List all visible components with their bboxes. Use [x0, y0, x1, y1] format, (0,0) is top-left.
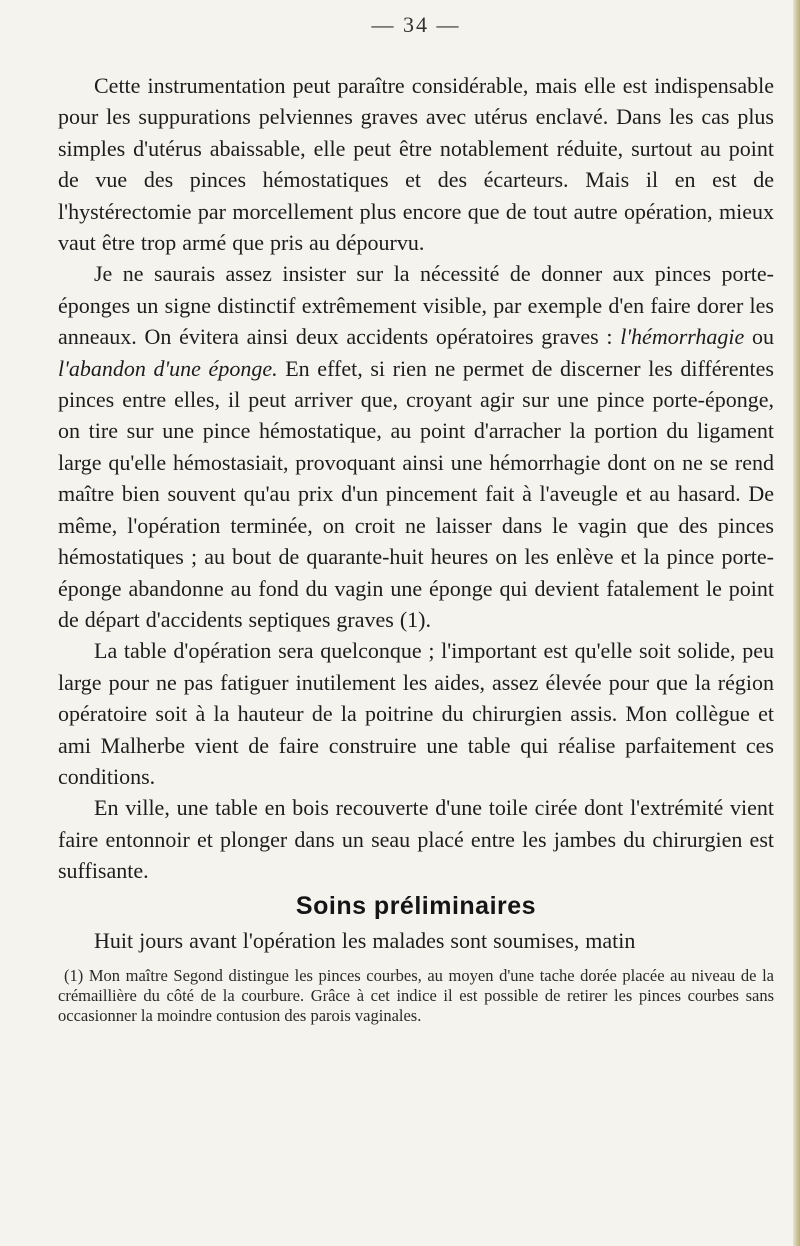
paragraph-instrumentation: Cette instrumentation peut paraître considérable, mais elle est indispensable pour les suppurations pelviennes graves avec utérus enclavé. Dans les cas plus simples d'utérus abaissable, elle peut être notablement réduite, surtout au point de vue des pinces hémostatiques et des écarteurs. Mais il en est de l'hystérectomie par morcellement plus encore que de tout autre opération, mieux vaut être trop armé que pris au dépourvu. [58, 73, 774, 256]
paragraph-en-ville: En ville, une table en bois recouverte d'une toile cirée dont l'extrémité vient faire entonnoir et plonger dans un seau placé entre les jambes du chirurgien est suffisante. [58, 795, 774, 884]
paragraph-text-before: Je ne saurais assez insister sur la nécessité de donner aux pinces porte-éponges un signe distinctif extrêmement visible, par exemple d'en faire dorer les anneaux. On évitera ainsi deux accidents opératoires graves : [58, 261, 774, 350]
emphasis-hemorrhagie: l'hémorrhagie [620, 324, 745, 350]
emphasis-abandon-eponge: l'abandon d'une éponge. [58, 355, 278, 381]
paragraph-porte-eponges [58, 258, 774, 635]
page-number: — 34 — [371, 12, 461, 37]
body-text [58, 70, 774, 1026]
page-edge-shadow [793, 0, 800, 1246]
section-heading: Soins préliminaires [295, 891, 537, 920]
paragraph-text-after: En effet, si rien ne permet de discerner les différentes pinces entre elles, il peut arriver que, croyant agir sur une pince porte-éponge, on tire sur une pince hémostatique, au point d'arracher la portion du ligament large qu'elle hémostasiait, provoquant ainsi une hémorrhagie dont on ne se rend maître bien souvent qu'au prix d'un pincement fait à l'aveugle et au hasard. De même, l'opération terminée, on croit ne laisser dans le vagin que des pinces hémostatiques ; au bout de quarante-huit heures on les enlève et la pince porte-éponge abandonne au fond du vagin une éponge qui devient fatalement le point de départ d'accidents septiques graves (1). [58, 355, 774, 632]
paragraph-table-operation: La table d'opération sera quelconque ; l'important est qu'elle soit solide, peu large pour ne pas fatiguer inutilement les aides, assez élevée pour que la région opératoire soit à la hauteur de la poitrine du chirurgien assis. Mon collègue et ami Malherbe vient de faire construire une table qui réalise parfaitement ces conditions. [58, 638, 774, 789]
footnote: (1) Mon maître Segond distingue les pinces courbes, au moyen d'une tache dorée placée au niveau de la crémaillière du côté de la courbure. Grâce à cet indice il est possible de retirer les pinces courbes sans occasionner la moindre contusion des parois vaginales. [58, 965, 774, 1025]
paragraph-text-mid: ou [744, 324, 775, 350]
paragraph-huit-jours: Huit jours avant l'opération les malades sont soumises, matin [94, 927, 636, 953]
